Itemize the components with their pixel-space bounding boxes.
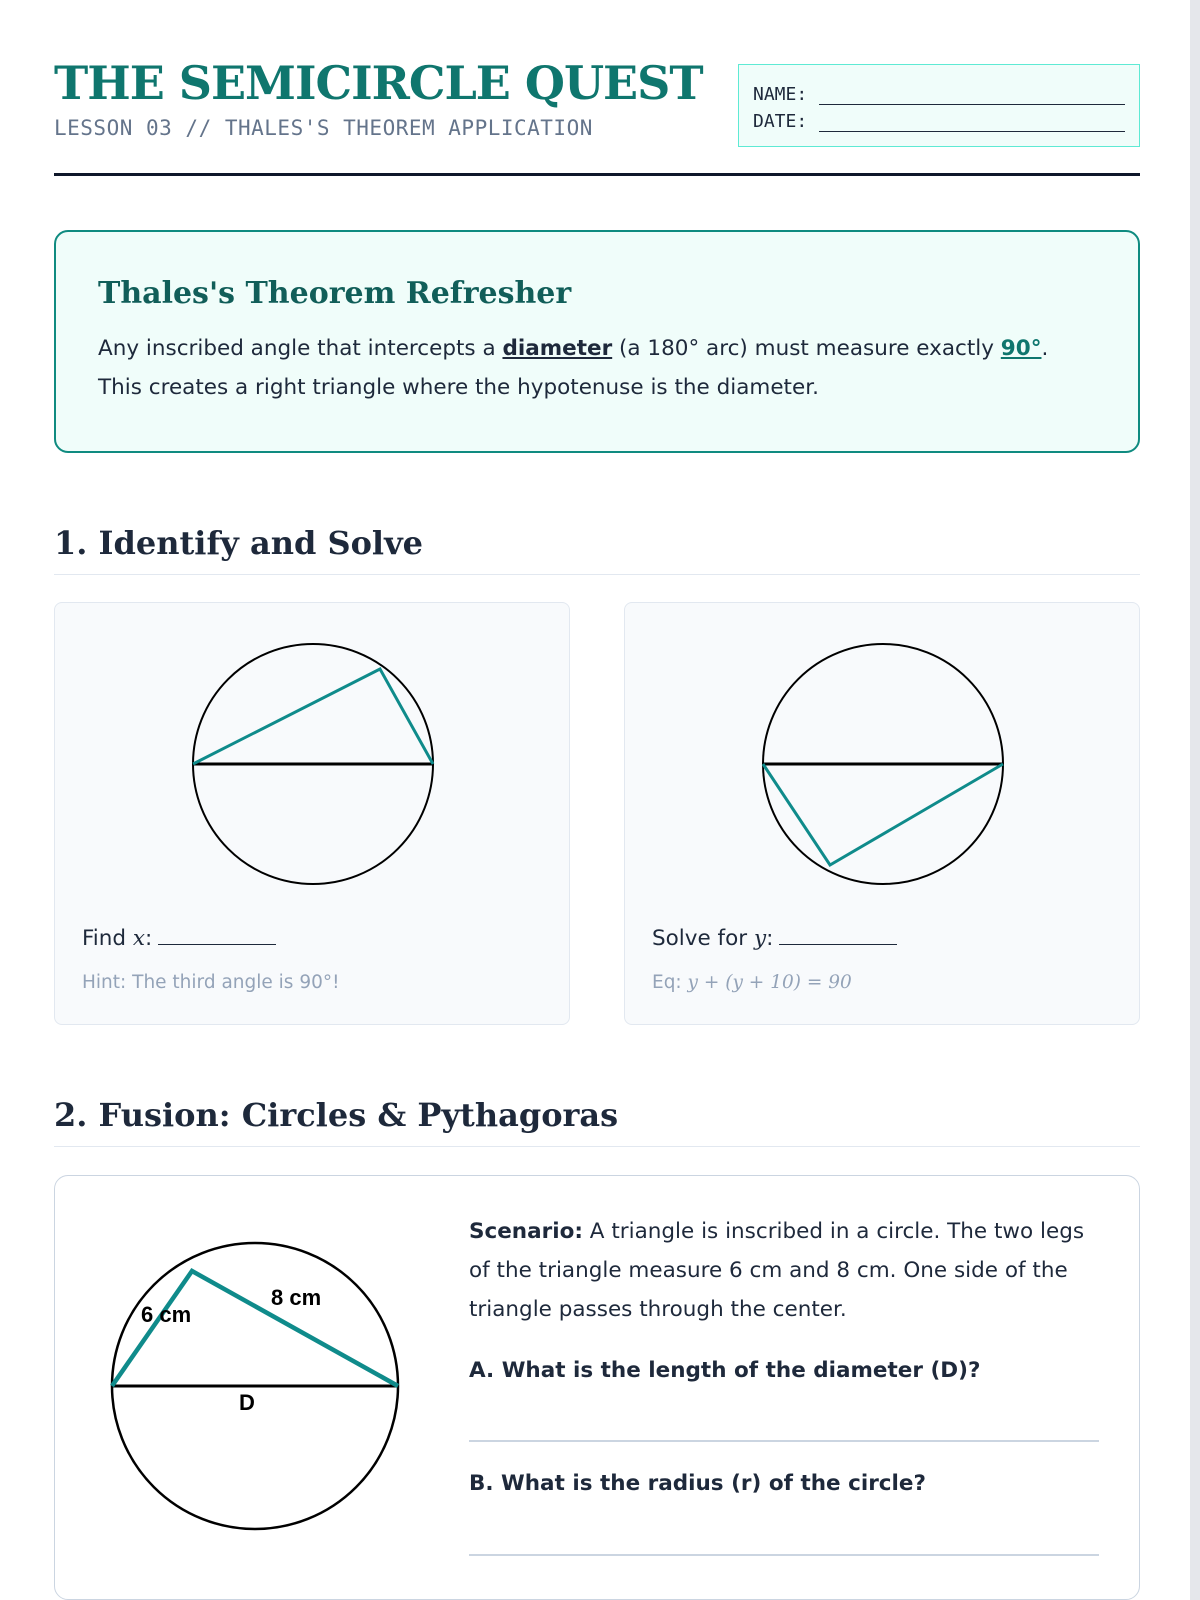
- section-2-divider: [54, 1146, 1140, 1147]
- header-divider: [54, 173, 1140, 176]
- section-1-title: 1. Identify and Solve: [54, 524, 424, 562]
- answer-blank: [158, 925, 276, 945]
- inscribed-triangle: [193, 669, 433, 764]
- name-date-box: [738, 64, 1140, 147]
- hint-text: Hint: The third angle is 90°!: [82, 972, 340, 993]
- leg-8cm-label: 8 cm: [271, 1285, 322, 1310]
- circle-diagram-b: [625, 603, 1141, 1026]
- diameter-label: D: [239, 1390, 255, 1415]
- inscribed-triangle: [112, 1271, 398, 1386]
- refresher-text-part: .: [1041, 336, 1049, 361]
- scenario-text: [469, 1212, 1099, 1329]
- question-text: :: [145, 926, 153, 951]
- circle-diagram-a: [55, 603, 571, 1026]
- leg-6cm-label: 6 cm: [141, 1302, 192, 1327]
- answer-line-b: [469, 1554, 1099, 1556]
- lesson-subtitle: LESSON 03 // THALES'S THEOREM APPLICATION: [54, 116, 593, 140]
- equation-hint: [652, 972, 852, 993]
- question-text: Find: [82, 926, 133, 951]
- refresher-text-part: Any inscribed angle that intercepts a: [98, 336, 503, 361]
- refresher-text: [98, 329, 1096, 407]
- equation-text: y + (y + 10) = 90: [687, 972, 852, 993]
- fusion-problem-card: [54, 1175, 1140, 1600]
- refresher-title: Thales's Theorem Refresher: [98, 276, 572, 311]
- section-2-title: 2. Fusion: Circles & Pythagoras: [54, 1096, 619, 1134]
- scenario-label: Scenario:: [469, 1219, 583, 1244]
- question-a: A. What is the length of the diameter (D)?: [469, 1358, 981, 1383]
- scenario-body: A triangle is inscribed in a circle. The two legs of the triangle measure 6 cm and 8 cm. One side of the triangle passes through the center.: [469, 1219, 1085, 1322]
- name-label: NAME:: [753, 84, 808, 105]
- date-label: DATE:: [753, 111, 808, 132]
- variable-x: x: [132, 926, 146, 951]
- refresher-text-part: This creates a right triangle where the hypotenuse is the diameter.: [98, 375, 819, 400]
- theorem-refresher-box: [54, 230, 1140, 453]
- problem-card-b: [624, 602, 1140, 1025]
- answer-blank: [779, 925, 897, 945]
- equation-label: Eq:: [652, 972, 688, 993]
- name-row: [753, 78, 1125, 105]
- problem-card-a: [54, 602, 570, 1025]
- keyword-90-degrees: 90°: [1000, 336, 1042, 361]
- name-field-line: [819, 87, 1125, 105]
- date-field-line: [819, 114, 1125, 132]
- date-row: [753, 105, 1125, 132]
- refresher-text-part: (a 180° arc) must measure exactly: [612, 336, 1001, 361]
- pythagoras-circle-diagram: [55, 1176, 455, 1600]
- answer-line-a: [469, 1440, 1099, 1442]
- question-text: :: [766, 926, 774, 951]
- page-scrollbar[interactable]: [1190, 0, 1200, 1600]
- question-text: Solve for: [652, 926, 754, 951]
- worksheet-page: [54, 0, 1140, 1600]
- question-b: B. What is the radius (r) of the circle?: [469, 1471, 926, 1496]
- keyword-diameter: diameter: [502, 336, 613, 361]
- section-1-divider: [54, 574, 1140, 575]
- question-find-x: [82, 925, 276, 951]
- variable-y: y: [753, 926, 767, 951]
- worksheet-title: THE SEMICIRCLE QUEST: [54, 56, 703, 110]
- question-solve-y: [652, 925, 897, 951]
